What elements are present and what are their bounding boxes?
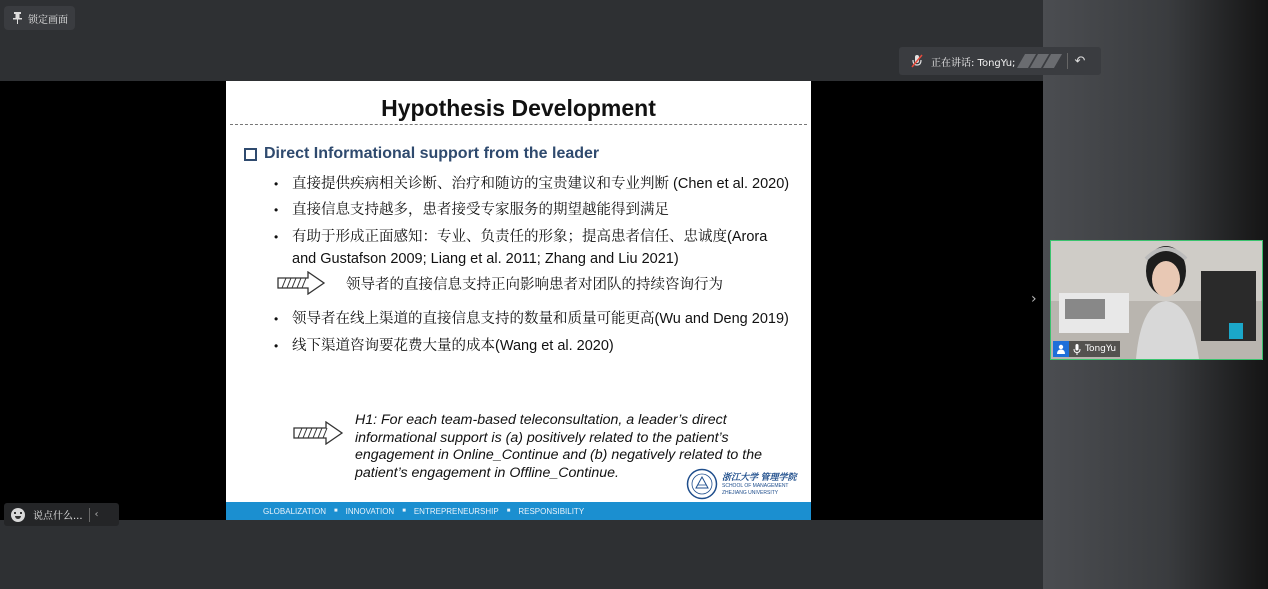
divider <box>89 508 90 522</box>
footer-separator: ■ <box>333 508 338 514</box>
bullet-text: 直接信息支持越多，患者接受专家服务的期望越能得到满足 <box>292 202 669 218</box>
conclusion-line <box>276 271 723 295</box>
striped-arrow-icon <box>292 421 344 445</box>
bullet-text: 线下渠道咨询要花费大量的成本(Wang et al. 2020) <box>292 338 614 354</box>
speaking-text: 正在讲话: TongYu; <box>931 57 1016 69</box>
top-bar <box>0 0 1043 81</box>
blurred-names <box>1021 54 1057 68</box>
bullet-item: • 线下渠道咨询要花费大量的成本(Wang et al. 2020) <box>274 338 614 354</box>
reply-icon[interactable]: ↶ <box>1074 53 1086 69</box>
slide-divider <box>230 124 807 125</box>
slide-heading <box>244 145 599 163</box>
chevron-left-icon[interactable]: ‹ <box>94 509 99 520</box>
striped-arrow-icon <box>276 271 326 295</box>
lock-screen-button[interactable] <box>4 6 75 30</box>
logo-english-2: ZHEJIANG UNIVERSITY <box>722 489 779 496</box>
conclusion-text: 领导者的直接信息支持正向影响患者对团队的持续咨询行为 <box>346 276 723 293</box>
bullet-text: 直接提供疾病相关诊断、治疗和随访的宝贵建议和专业判断 (Chen et al. 2020) <box>292 176 790 192</box>
bullet-text: 有助于形成正面感知：专业、负责任的形象；提高患者信任、忠诚度(Arora <box>292 229 768 245</box>
bullet-item: • 直接信息支持越多，患者接受专家服务的期望越能得到满足 <box>274 202 669 218</box>
hypothesis-line: informational support is (a) positively related to the patient’s <box>355 429 729 446</box>
chat-input[interactable] <box>4 503 119 526</box>
bullet-text: 领导者在线上渠道的直接信息支持的数量和质量可能更高(Wu and Deng 2019) <box>292 311 789 327</box>
slide-title: Hypothesis Development <box>381 95 656 121</box>
university-logo <box>686 468 797 500</box>
chat-placeholder: 说点什么... <box>33 511 83 522</box>
bullet-item: • 领导者在线上渠道的直接信息支持的数量和质量可能更高(Wu and Deng 2019) <box>274 311 789 327</box>
slide-footer <box>226 502 811 520</box>
speaking-indicator <box>899 47 1101 75</box>
footer-item: ENTREPRENEURSHIP <box>413 506 499 516</box>
bullet-item: • 直接提供疾病相关诊断、治疗和随访的宝贵建议和专业判断 (Chen et al. 2020) <box>274 176 790 192</box>
slide-heading-text: Direct Informational support from the leader <box>264 145 600 162</box>
hypothesis-line: H1: For each team-based teleconsultation, a leader’s direct <box>355 412 727 428</box>
participant-namebar <box>1053 341 1120 357</box>
hypothesis-line: patient’s engagement in Offline_Continue. <box>355 464 619 481</box>
user-icon <box>1053 341 1069 357</box>
chevron-right-icon[interactable]: › <box>1031 291 1037 307</box>
presentation-slide <box>226 81 811 520</box>
bullet-item: • 有助于形成正面感知：专业、负责任的形象；提高患者信任、忠诚度(Arora <box>274 229 768 245</box>
square-bullet-icon <box>244 148 257 161</box>
bottom-bar <box>0 520 1043 589</box>
hypothesis-arrow <box>292 421 344 450</box>
emoji-icon[interactable] <box>11 508 25 522</box>
university-seal-icon <box>686 468 718 500</box>
footer-separator: ■ <box>506 508 511 514</box>
footer-item: GLOBALIZATION <box>263 506 326 516</box>
divider <box>1067 53 1068 69</box>
mic-icon <box>1073 344 1081 355</box>
footer-separator: ■ <box>402 508 406 514</box>
bullet-continuation: and Gustafson 2009; Liang et al. 2011; Zhang and Liu 2021) <box>292 251 679 267</box>
footer-item: RESPONSIBILITY <box>518 506 585 516</box>
participant-name: TongYu <box>1085 344 1117 354</box>
pin-icon <box>12 12 22 24</box>
logo-chinese: 浙江大学 管理学院 <box>722 471 797 482</box>
logo-english-1: SCHOOL OF MANAGEMENT <box>722 482 789 489</box>
participant-video[interactable] <box>1050 240 1263 360</box>
mic-muted-icon <box>907 54 927 68</box>
lock-screen-label: 锁定画面 <box>28 14 68 26</box>
hypothesis-line: engagement in Online_Continue and (b) negatively related to the <box>355 447 762 464</box>
footer-item: INNOVATION <box>345 506 395 516</box>
